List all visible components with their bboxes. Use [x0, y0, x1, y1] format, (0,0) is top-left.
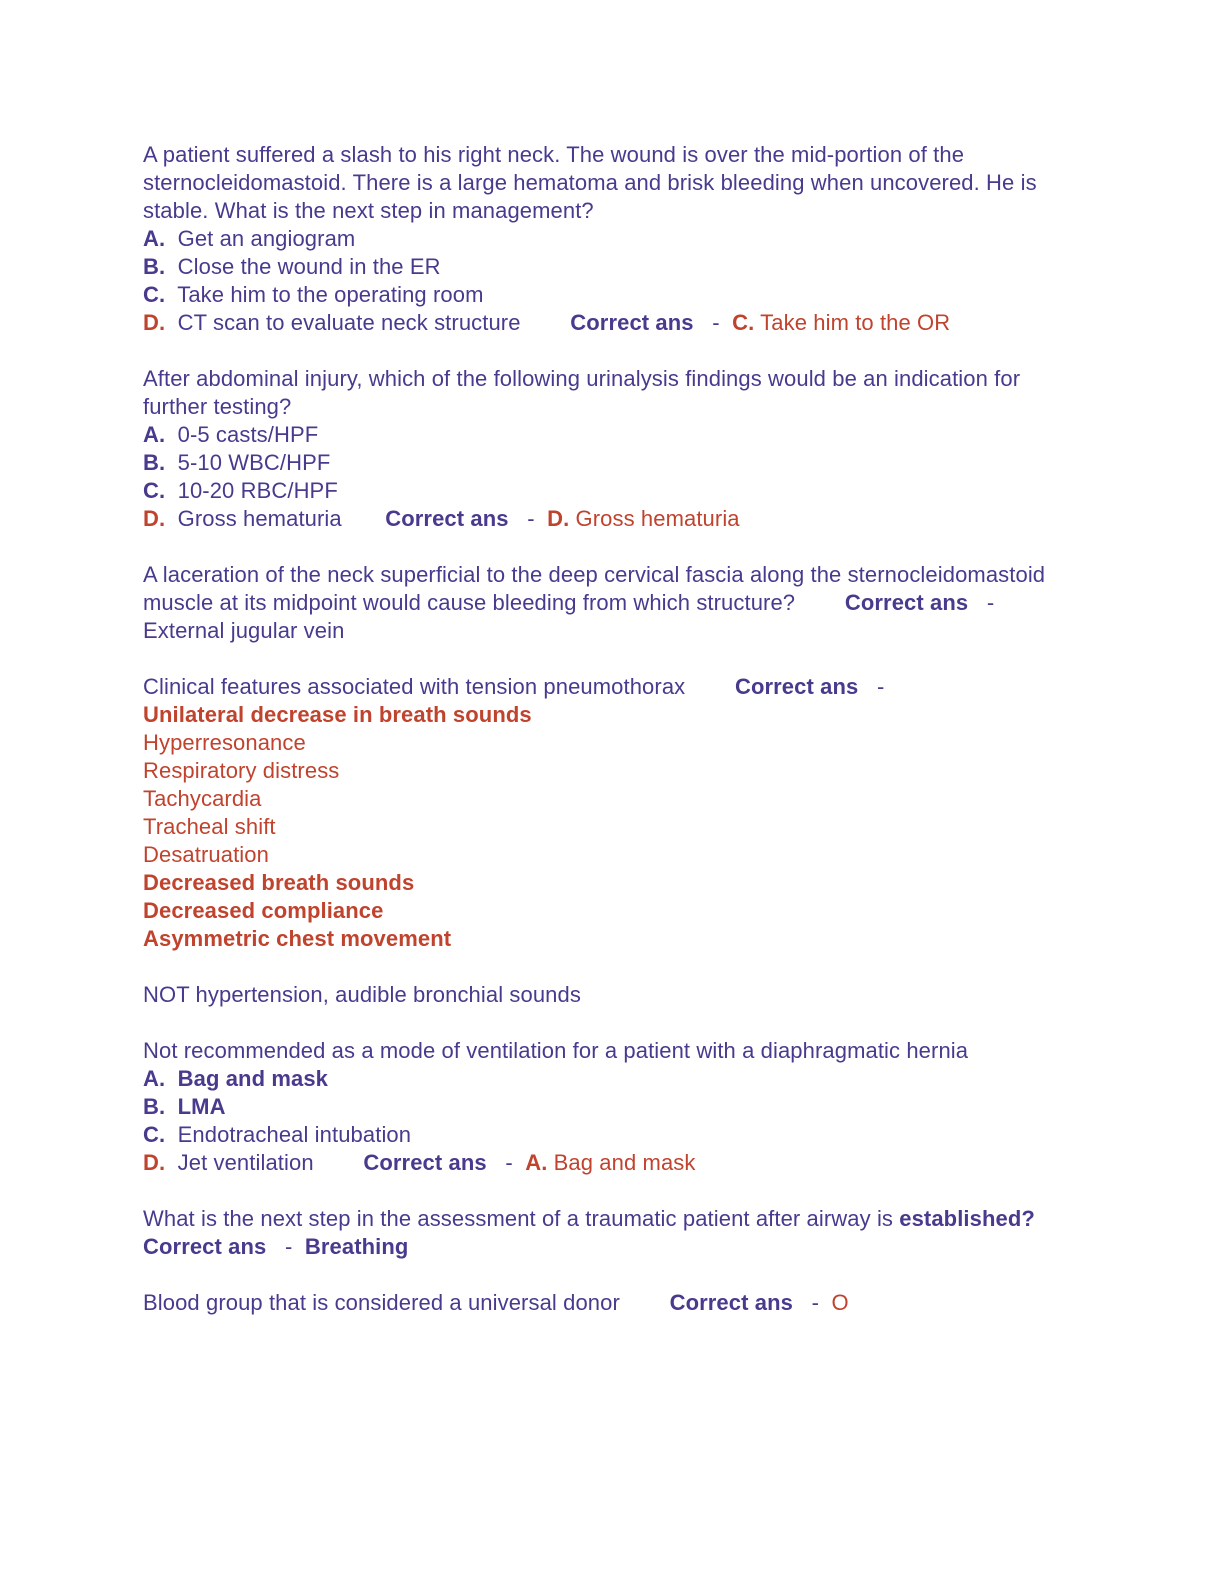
text-run: C.: [143, 478, 166, 503]
paragraph: [143, 1093, 1084, 1121]
paragraph: [143, 701, 1084, 729]
text-run: Correct ans: [669, 1290, 793, 1315]
question-block: [143, 561, 1084, 645]
text-run: NOT hypertension, audible bronchial sounds: [143, 982, 581, 1007]
text-run: Correct ans: [734, 674, 859, 699]
text-run: D.: [547, 506, 570, 531]
paragraph: [143, 141, 1084, 225]
paragraph: [143, 729, 1084, 757]
text-run: A patient suffered a slash to his right neck. The wound is over the mid-portion of the sternocleidomastoid. There is a large hematoma and brisk bleeding when uncovered. He is stable. What is the next step in management?: [143, 142, 1043, 223]
paragraph: [143, 757, 1084, 785]
text-run: Hyperresonance: [143, 730, 306, 755]
text-run: Bag and mask: [547, 1150, 696, 1175]
paragraph: [143, 281, 1084, 309]
text-run: 5-10 WBC/HPF: [165, 450, 331, 475]
text-run: -: [792, 1290, 832, 1315]
paragraph: [143, 253, 1084, 281]
text-run: D.: [143, 310, 166, 335]
question-block: [143, 673, 1084, 953]
text-run: C.: [143, 1122, 166, 1147]
paragraph: [143, 1065, 1084, 1093]
text-run: Bag and mask: [165, 1066, 328, 1091]
text-run: Correct ans: [143, 1234, 267, 1259]
text-run: Unilateral decrease in breath sounds: [143, 702, 532, 727]
paragraph: [143, 897, 1084, 925]
text-run: Tachycardia: [143, 786, 262, 811]
paragraph: [143, 477, 1084, 505]
text-run: CT scan to evaluate neck structure: [165, 310, 571, 335]
text-run: B.: [143, 450, 166, 475]
question-block: [143, 981, 1084, 1009]
text-run: -: [508, 506, 548, 531]
question-block: [143, 365, 1084, 533]
text-run: Desatruation: [143, 842, 269, 867]
text-run: 10-20 RBC/HPF: [165, 478, 338, 503]
question-block: [143, 1205, 1084, 1261]
text-run: A.: [143, 226, 166, 251]
paragraph: [143, 813, 1084, 841]
paragraph: [143, 673, 1084, 701]
question-block: [143, 141, 1084, 337]
paragraph: [143, 841, 1084, 869]
paragraph: [143, 421, 1084, 449]
paragraph: [143, 785, 1084, 813]
text-run: D.: [143, 506, 166, 531]
text-run: Take him to the OR: [754, 310, 951, 335]
text-run: D.: [143, 1150, 166, 1175]
text-run: [1035, 1206, 1085, 1231]
text-run: A.: [143, 1066, 166, 1091]
text-run: Decreased breath sounds: [143, 870, 415, 895]
text-run: Breathing: [304, 1234, 409, 1259]
text-run: A.: [525, 1150, 548, 1175]
text-run: Jet ventilation: [165, 1150, 364, 1175]
text-run: Gross hematuria: [165, 506, 386, 531]
text-run: Clinical features associated with tension pneumothorax: [143, 674, 735, 699]
text-run: External jugular vein: [143, 618, 345, 643]
text-run: Tracheal shift: [143, 814, 276, 839]
paragraph: [143, 1149, 1084, 1177]
paragraph: [143, 925, 1084, 953]
text-run: -: [968, 590, 1007, 615]
text-run: Get an angiogram: [165, 226, 356, 251]
text-run: O: [831, 1290, 849, 1315]
paragraph: [143, 1037, 1084, 1065]
text-run: Endotracheal intubation: [165, 1122, 412, 1147]
text-run: Blood group that is considered a universal donor: [143, 1290, 670, 1315]
text-run: A.: [143, 422, 166, 447]
text-run: Take him to the operating room: [165, 282, 484, 307]
paragraph: [143, 1289, 1084, 1317]
text-run: -: [693, 310, 733, 335]
text-run: Correct ans: [385, 506, 509, 531]
text-run: Correct ans: [570, 310, 694, 335]
text-run: Asymmetric chest movement: [143, 926, 452, 951]
paragraph: [143, 225, 1084, 253]
text-run: Not recommended as a mode of ventilation for a patient with a diaphragmatic hernia: [143, 1038, 969, 1063]
text-run: A laceration of the neck superficial to the deep cervical fascia along the sternocleidomastoid muscle at its midpoint would cause bleeding from which structure?: [143, 562, 1052, 615]
text-run: 0-5 casts/HPF: [165, 422, 319, 447]
paragraph: [143, 365, 1084, 421]
text-run: Correct ans: [844, 590, 969, 615]
document-body: [143, 141, 1084, 1317]
text-run: B.: [143, 1094, 166, 1119]
text-run: Close the wound in the ER: [165, 254, 441, 279]
text-run: -: [858, 674, 885, 699]
text-run: C.: [143, 282, 166, 307]
text-run: -: [486, 1150, 526, 1175]
text-run: C.: [732, 310, 755, 335]
text-run: What is the next step in the assessment of a traumatic patient after airway is: [143, 1206, 900, 1231]
text-run: After abdominal injury, which of the following urinalysis findings would be an indication for further testing?: [143, 366, 1027, 419]
paragraph: [143, 561, 1084, 645]
paragraph: [143, 981, 1084, 1009]
paragraph: [143, 505, 1084, 533]
text-run: B.: [143, 254, 166, 279]
text-run: established?: [899, 1206, 1035, 1231]
paragraph: [143, 869, 1084, 897]
question-block: [143, 1037, 1084, 1177]
text-run: Correct ans: [363, 1150, 487, 1175]
paragraph: [143, 449, 1084, 477]
text-run: Gross hematuria: [569, 506, 740, 531]
paragraph: [143, 309, 1084, 337]
paragraph: [143, 1121, 1084, 1149]
text-run: -: [266, 1234, 305, 1259]
text-run: Respiratory distress: [143, 758, 340, 783]
paragraph: [143, 1205, 1084, 1261]
question-block: [143, 1289, 1084, 1317]
text-run: Decreased compliance: [143, 898, 384, 923]
text-run: LMA: [165, 1094, 226, 1119]
